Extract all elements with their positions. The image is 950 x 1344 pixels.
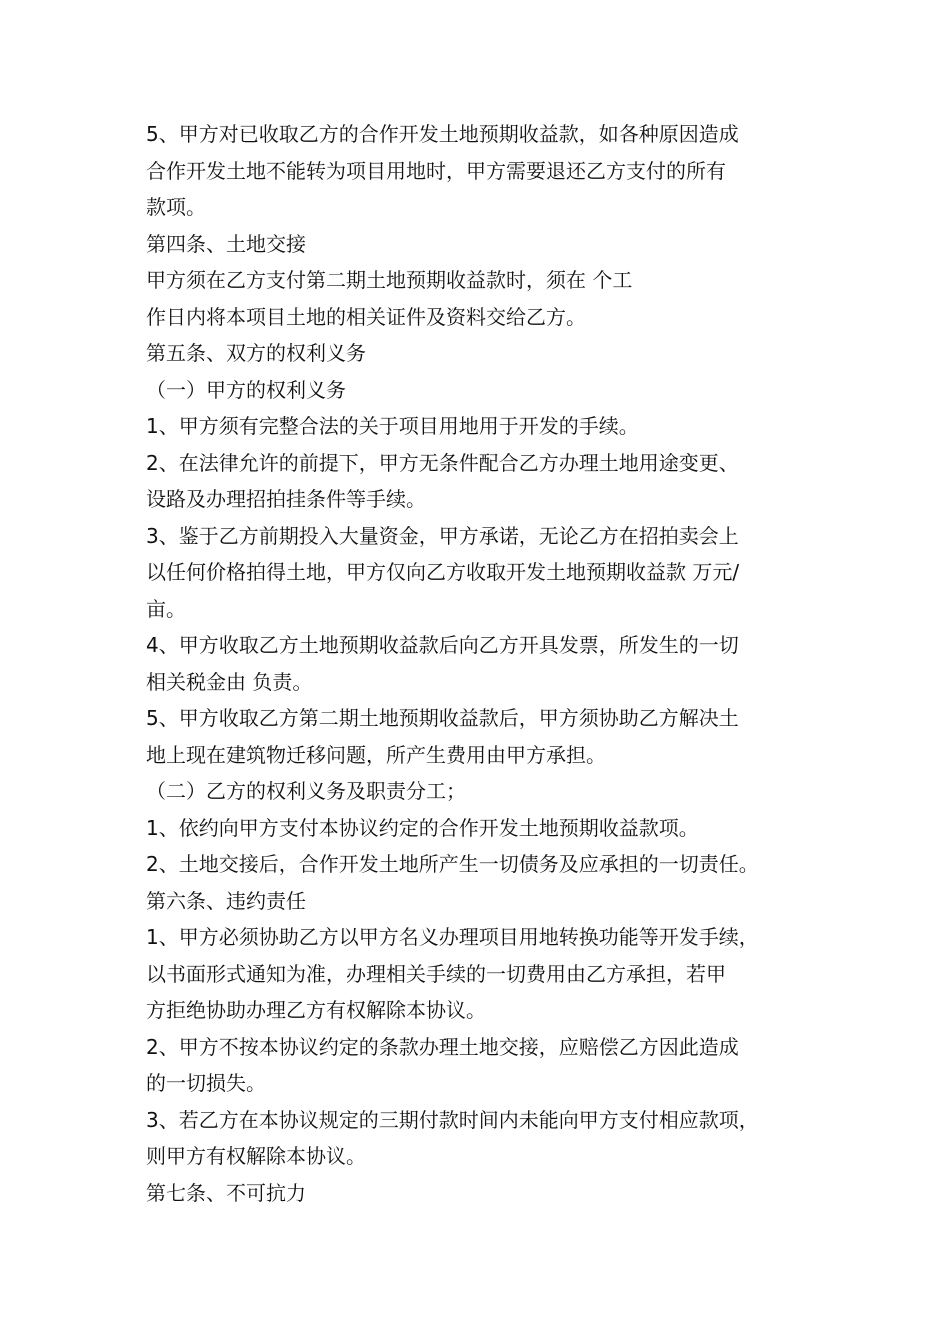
text-line: 5、甲方收取乙方第二期土地预期收益款后，甲方须协助乙方解决土 xyxy=(146,706,739,730)
section-heading: 第四条、土地交接 xyxy=(146,231,306,256)
subsection-heading: （二）乙方的权利义务及职责分工； xyxy=(146,779,466,803)
text-line: 作日内将本项目土地的相关证件及资料交给乙方。 xyxy=(146,304,586,329)
text-line: 则甲方有权解除本协议。 xyxy=(146,1144,366,1168)
text-line: 相关税金由 负责。 xyxy=(146,669,313,694)
text-line: 2、土地交接后，合作开发土地所产生一切债务及应承担的一切责任。 xyxy=(146,852,759,876)
text-line: 1、甲方须有完整合法的关于项目用地用于开发的手续。 xyxy=(146,414,639,438)
text-line: 1、甲方必须协助乙方以甲方名义办理项目用地转换功能等开发手续， xyxy=(146,925,759,949)
text-line: 的一切损失。 xyxy=(146,1071,266,1095)
text-line: 亩。 xyxy=(146,596,186,621)
text-line: 甲方须在乙方支付第二期土地预期收益款时，须在 个工 xyxy=(146,268,633,292)
text-line: 设路及办理招拍挂条件等手续。 xyxy=(146,487,426,511)
text-line: 以任何价格拍得土地，甲方仅向乙方收取开发土地预期收益款 万元/ xyxy=(146,560,740,584)
text-line: 以书面形式通知为准，办理相关手续的一切费用由乙方承担，若甲 xyxy=(146,961,726,986)
text-line: 款项。 xyxy=(146,195,206,219)
text-line: 2、甲方不按本协议约定的条款办理土地交接，应赔偿乙方因此造成 xyxy=(146,1034,739,1059)
text-line: 3、若乙方在本协议规定的三期付款时间内未能向甲方支付相应款项， xyxy=(146,1107,759,1132)
section-heading: 第五条、双方的权利义务 xyxy=(146,341,366,365)
text-line: 合作开发土地不能转为项目用地时，甲方需要退还乙方支付的所有 xyxy=(146,158,726,183)
document-page xyxy=(146,116,826,1211)
text-line: 3、鉴于乙方前期投入大量资金，甲方承诺，无论乙方在招拍卖会上 xyxy=(146,523,739,548)
text-line: 2、在法律允许的前提下，甲方无条件配合乙方办理土地用途变更、 xyxy=(146,450,739,475)
text-line: 方拒绝协助办理乙方有权解除本协议。 xyxy=(146,998,486,1022)
text-line: 4、甲方收取乙方土地预期收益款后向乙方开具发票，所发生的一切 xyxy=(146,633,739,657)
text-line: 地上现在建筑物迁移问题，所产生费用由甲方承担。 xyxy=(146,742,606,767)
section-heading: 第六条、违约责任 xyxy=(146,888,306,913)
text-line: 5、甲方对已收取乙方的合作开发土地预期收益款，如各种原因造成 xyxy=(146,122,739,146)
section-heading: 第七条、不可抗力 xyxy=(146,1180,306,1205)
subsection-heading: （一）甲方的权利义务 xyxy=(146,377,346,402)
text-line: 1、依约向甲方支付本协议约定的合作开发土地预期收益款项。 xyxy=(146,815,699,840)
